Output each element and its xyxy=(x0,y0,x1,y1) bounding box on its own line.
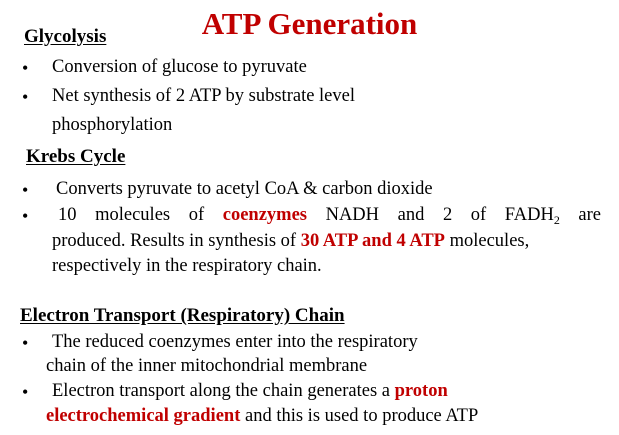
krebs-item-2-line-2: produced. Results in synthesis of 30 ATP and 4 ATP molecules, xyxy=(52,231,530,251)
page-title: ATP Generation xyxy=(201,6,418,41)
bullet-glycolysis-1: • xyxy=(22,58,29,78)
glycolysis-heading: Glycolysis xyxy=(24,26,107,47)
etc-item-1-line-1: The reduced coenzymes enter into the respiratory xyxy=(52,332,418,352)
etc-item-2-line-1: Electron transport along the chain generates a proton xyxy=(52,381,448,401)
coenzymes-highlight: coenzymes xyxy=(222,205,307,225)
atp-count-highlight: 30 ATP and 4 ATP xyxy=(300,231,445,251)
bullet-glycolysis-2: • xyxy=(22,87,29,107)
proton-highlight: proton xyxy=(394,381,448,401)
krebs-item-2-line-3: respectively in the respiratory chain. xyxy=(52,256,322,276)
krebs-item-1: Converts pyruvate to acetyl CoA & carbon dioxide xyxy=(56,179,433,199)
bullet-etc-1: • xyxy=(22,333,29,353)
glycolysis-item-1: Conversion of glucose to pyruvate xyxy=(52,57,307,77)
etc-item-2-line-2: electrochemical gradient and this is used to produce ATP xyxy=(46,406,479,426)
gradient-highlight: electrochemical gradient xyxy=(46,406,241,426)
bullet-krebs-2: • xyxy=(22,206,29,226)
fadh-subscript: 2 xyxy=(553,213,560,227)
glycolysis-item-2-line-1: Net synthesis of 2 ATP by substrate level xyxy=(52,86,355,106)
etc-heading: Electron Transport (Respiratory) Chain xyxy=(20,305,345,326)
krebs-item-2-line-1: 10 molecules of coenzymes NADH and 2 of $FADH_2$ are xyxy=(58,205,601,227)
etc-item-1-line-2: chain of the inner mitochondrial membrane xyxy=(46,356,368,376)
bullet-etc-2: • xyxy=(22,382,29,402)
glycolysis-item-2-line-2: phosphorylation xyxy=(52,115,173,135)
bullet-krebs-1: • xyxy=(22,180,29,200)
krebs-heading: Krebs Cycle xyxy=(26,146,126,167)
